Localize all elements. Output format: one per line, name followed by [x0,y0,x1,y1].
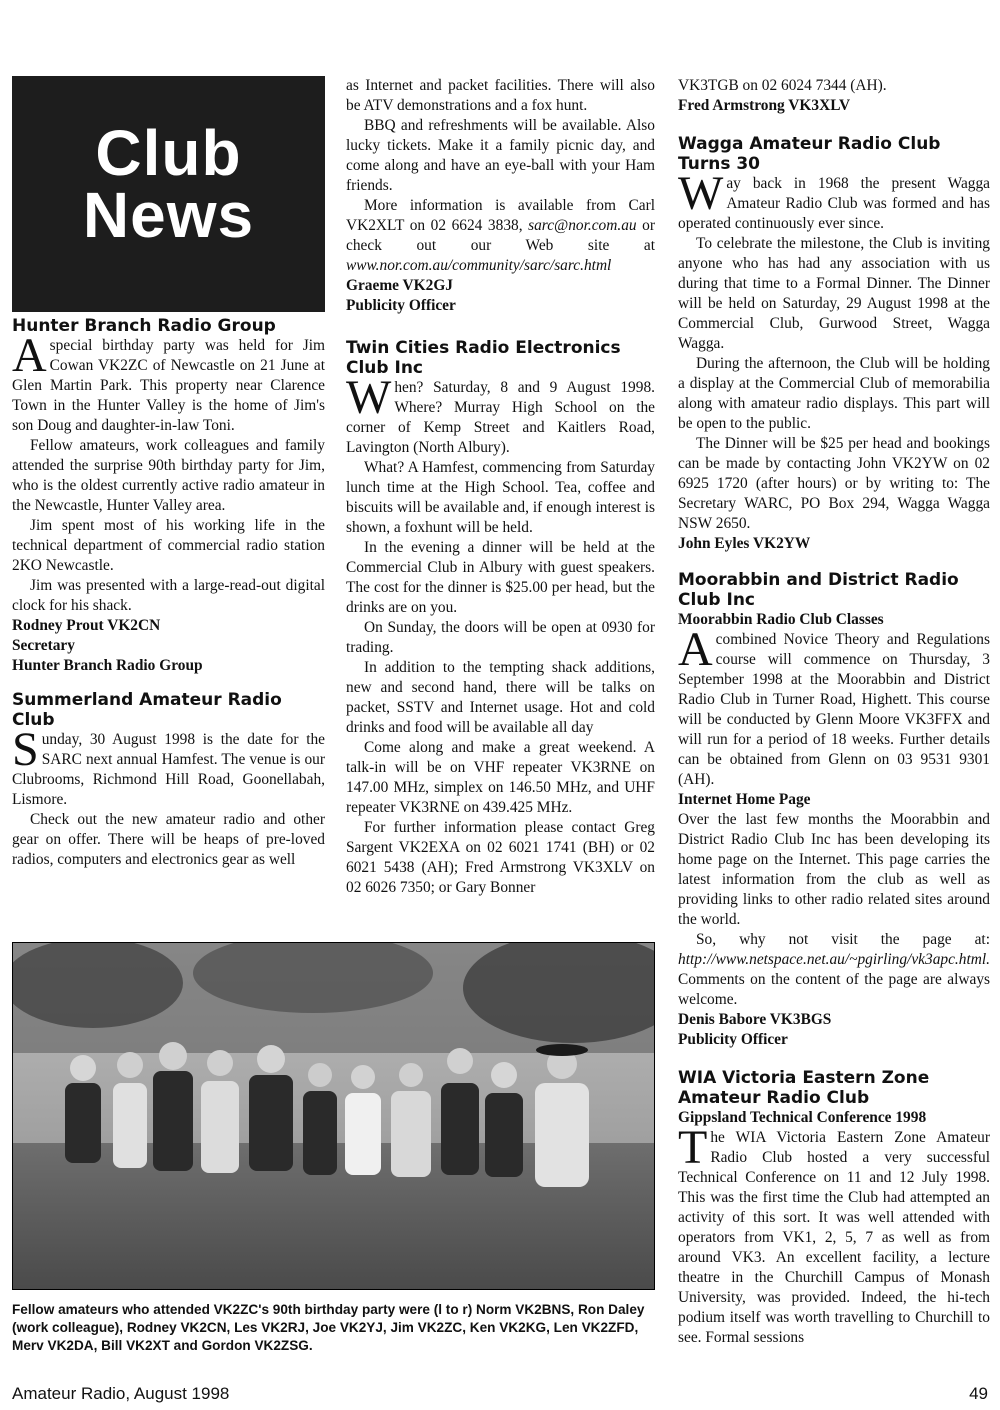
paragraph: Come along and make a great weekend. A talk-in will be on VHF repeater VK3RNE on 147.00 MHz, simplex on 146.50 MHz, and UHF repeater VK3RNE on 439.425 MHz. [346,739,655,816]
subheading: Moorabbin Radio Club Classes [678,611,884,628]
web-link[interactable]: http://www.netspace.net.au/~pgirling/vk3apc.html. [678,951,990,968]
paragraph: Fellow amateurs, work colleagues and family attended the surprise 90th birthday party for Jim, who is the oldest currently active radio amateur in the Newcastle, Hunter Valley area. [12,437,325,514]
paragraph: Check out the new amateur radio and other gear on offer. There will be heaps of pre-loved radios, computers and electronics gear as well [12,811,325,868]
paragraph: VK3TGB on 02 6024 7344 (AH). [678,77,887,94]
drop-cap: A [12,329,47,382]
article-title: Summerland Amateur Radio Club [12,690,282,730]
paragraph: Aspecial birthday party was held for Jim Cowan VK2ZC of Newcastle on 21 June at Glen Martin Park. This property near Clarence Town in the Hunter Valley is the home of Jim's son Doug and daughter-in-law Toni. [12,329,325,434]
footer-publication: Amateur Radio, August 1998 [12,1384,230,1403]
article-hunter-branch [12,316,325,676]
group-photo-image [13,943,655,1290]
paragraph: More information is available from Carl VK2XLT on 02 6624 3838, sarc@nor.com.au or check out our Web site at www.nor.com.au/community/sarc/sarc.html [346,197,655,274]
signature: Fred Armstrong VK3XLV [678,97,851,114]
article-title: Hunter Branch Radio Group [12,316,276,336]
paragraph: In addition to the tempting shack additions, new and second hand, there will be talks on packet, SSTV and Internet usage. Hot and cold drinks and food will be available all day [346,659,655,736]
paragraph: So, why not visit the page at: http://www.netspace.net.au/~pgirling/vk3apc.html. Comments on the content of the page are always welcome. [678,931,990,1008]
article-wia-victoria [678,1068,990,1348]
signature-role: Publicity Officer [346,297,456,314]
article-summerland-continued [346,76,655,316]
paragraph: as Internet and packet facilities. There will also be ATV demonstrations and a fox hunt. [346,77,655,114]
signature-org: Hunter Branch Radio Group [12,657,203,674]
article-twin-cities-continued [678,76,990,116]
signature: Graeme VK2GJ [346,277,453,294]
paragraph: Way back in 1968 the present Wagga Amateur Radio Club was formed and has operated continuously ever since. [678,167,990,232]
paragraph: Acombined Novice Theory and Regulations course will commence on Thursday, 3 September 1998 at the Moorabbin and District Radio Club in Turner Road, Highett. This course will be conducted by Glenn Moore VK3FFX and will run for a period of 18 weeks. Further details can be obtained from Glenn on 03 9531 9301 (AH). [678,623,990,788]
paragraph: To celebrate the milestone, the Club is inviting anyone who has had any association with us during that time to a Formal Dinner. The Dinner will be held on Saturday, 29 August 1998 at the Commercial Club, Gurwood Street, Wagga Wagga. [678,235,990,352]
drop-cap: T [678,1121,708,1174]
column-1 [12,76,325,870]
article-moorabbin [678,570,990,1050]
article-title: Moorabbin and District Radio Club Inc [678,570,959,610]
drop-cap: A [678,623,713,676]
column-3 [678,76,990,1348]
subheading: Internet Home Page [678,791,811,808]
signature: John Eyles VK2YW [678,535,811,552]
article-wagga [678,134,990,554]
signature: Denis Babore VK3BGS [678,1011,832,1028]
drop-cap: W [346,371,392,424]
paragraph: The Dinner will be $25 per head and bookings can be made by contacting John VK2YW on 02 6925 1720 (after hours) or by writing to: The Secretary WARC, PO Box 294, Wagga Wagga NSW 2650. [678,435,990,532]
paragraph: Jim was presented with a large-read-out digital clock for his shack. [12,577,325,614]
paragraph: BBQ and refreshments will be available. Also lucky tickets. Make it a family picnic day, and come along and have an eye-ball with your Ham friends. [346,117,655,194]
signature: Rodney Prout VK2CN [12,617,161,634]
web-link[interactable]: www.nor.com.au/community/sarc/sarc.html [346,257,612,274]
group-photo [12,942,655,1290]
paragraph: Jim spent most of his working life in the technical department of commercial radio station 2KO Newcastle. [12,517,325,574]
paragraph: For further information please contact Greg Sargent VK2EXA on 02 6021 1741 (BH) or 02 6021 5438 (AH); Fred Armstrong VK3XLV on 02 6026 7350; or Gary Bonner [346,819,655,896]
column-2 [346,76,655,898]
signature-role: Secretary [12,637,75,654]
club-news-masthead [12,76,325,312]
drop-cap: W [678,167,724,220]
paragraph: On Sunday, the doors will be open at 0930 for trading. [346,619,655,656]
signature-role: Publicity Officer [678,1031,788,1048]
masthead-line1: Club [95,117,242,189]
paragraph: During the afternoon, the Club will be holding a display at the Commercial Club of memorabilia along with amateur radio displays. This part will be open to the public. [678,355,990,432]
article-title: WIA Victoria Eastern Zone Amateur Radio Club [678,1068,930,1108]
article-title: Twin Cities Radio Electronics Club Inc [346,338,621,378]
masthead-line2: News [82,179,255,251]
paragraph: Over the last few months the Moorabbin and District Radio Club Inc has been developing its home page on the Internet. This page carries the latest information from the club as well as providing links to other radio related sites around the world. [678,811,990,928]
paragraph: In the evening a dinner will be held at the Commercial Club in Albury with guest speakers. The cost for the dinner is $25.00 per head, but the drinks are on you. [346,539,655,616]
paragraph: When? Saturday, 8 and 9 August 1998. Where? Murray High School on the corner of Kemp Street and Kaitlers Road, Lavington (North Albury). [346,371,655,456]
drop-cap: S [12,723,39,776]
email-link[interactable]: sarc@nor.com.au [528,217,637,234]
paragraph: Sunday, 30 August 1998 is the date for the SARC next annual Hamfest. The venue is our Clubrooms, Richmond Hill Road, Goonellabah, Lismore. [12,723,325,808]
paragraph: The WIA Victoria Eastern Zone Amateur Radio Club hosted a very successful Technical Conference on 11 and 12 July 1998. This was the first time the Club had attempted an activity of this sort. It was well attended with operators from VK1, 2, 5, 7 as well as from around VK3. An excellent facility, a lecture theatre in the Churchill Campus of Monash University, was provided. Indeed, the hi-tech podium itself was worth travelling to Churchill to see. Formal sessions [678,1121,990,1346]
article-summerland [12,690,325,870]
article-title: Wagga Amateur Radio Club Turns 30 [678,134,941,174]
page-number: 49 [969,1384,988,1403]
article-twin-cities [346,338,655,898]
paragraph: What? A Hamfest, commencing from Saturday lunch time at the High School. Tea, coffee and biscuits will be available and, if enough interest is shown, a foxhunt will be held. [346,459,655,536]
photo-caption: Fellow amateurs who attended VK2ZC's 90th birthday party were (l to r) Norm VK2BNS, Ron Daley (work colleague), Rodney VK2CN, Les VK2RJ, Joe VK2YJ, Jim VK2ZC, Ken VK2KG, Len VK2ZFD, Merv VK2DA, Bill VK2XT and Gordon VK2ZSG. [12,1302,645,1353]
subheading: Gippsland Technical Conference 1998 [678,1109,927,1126]
